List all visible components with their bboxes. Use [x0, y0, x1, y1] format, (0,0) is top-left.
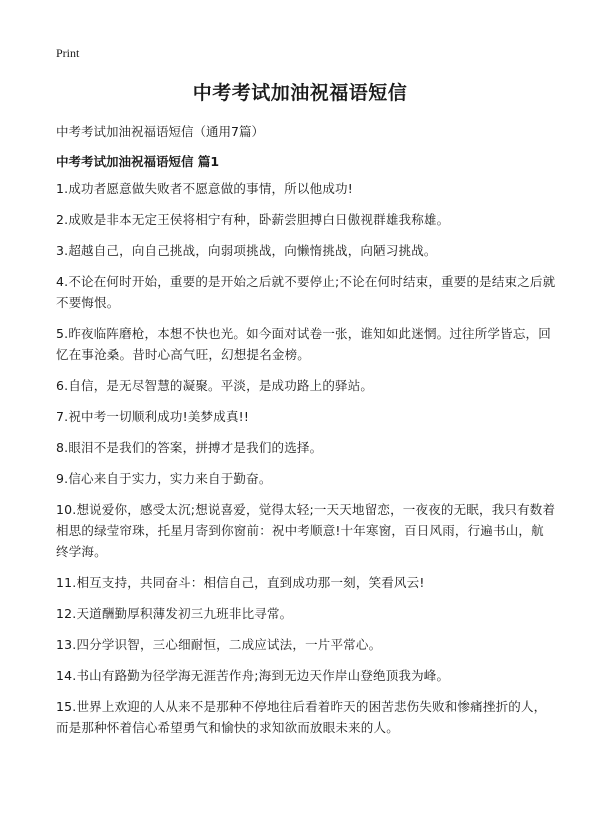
list-item: 4.不论在何时开始，重要的是开始之后就不要停止;不论在何时结束，重要的是结束之后就不要悔恨。: [56, 274, 556, 310]
list-item: 1.成功者愿意做失败者不愿意做的事情，所以他成功!: [56, 181, 353, 196]
list-item: 7.祝中考一切顺利成功!美梦成真!!: [56, 409, 250, 424]
list-item: 15.世界上欢迎的人从来不是那种不停地往后看着昨天的困苦悲伤失败和惨痛挫折的人，而是那种怀着信心希望勇气和愉快的求知欲而放眼未来的人。: [56, 699, 547, 735]
print-link[interactable]: Print: [56, 46, 80, 60]
list-item: 3.超越自己，向自己挑战，向弱项挑战，向懒惰挑战，向陋习挑战。: [56, 243, 437, 258]
document-subtitle: 中考考试加油祝福语短信（通用7篇）: [56, 124, 264, 139]
section-heading: 中考考试加油祝福语短信 篇1: [56, 154, 220, 169]
page-title: 中考考试加油祝福语短信: [192, 82, 408, 104]
list-item: 5.昨夜临阵磨枪，本想不快也光。如今面对试卷一张，谁知如此迷惘。过往所学皆忘，回忆在事沧桑。昔时心高气旺，幻想提名金榜。: [56, 326, 551, 362]
blessing-list: [56, 178, 556, 748]
list-item: 2.成败是非本无定王侯将相宁有种，卧薪尝胆搏白日傲视群雄我称雄。: [56, 212, 450, 227]
list-item: 8.眼泪不是我们的答案，拼搏才是我们的选择。: [56, 440, 323, 455]
list-item: 13.四分学识智，三心细耐恒，二成应试法，一片平常心。: [56, 637, 382, 652]
list-item: 10.想说爱你，感受太沉;想说喜爱，觉得太轻;一天天地留恋，一夜夜的无眠，我只有数着相思的绿莹帘珠，托星月寄到你窗前：祝中考顺意!十年寒窗，百日风雨，行遍书山，航终学海。: [56, 502, 556, 559]
list-item: 11.相互支持，共同奋斗：相信自己，直到成功那一刻，笑看风云!: [56, 575, 425, 590]
list-item: 6.自信，是无尽智慧的凝聚。平淡，是成功路上的驿站。: [56, 378, 374, 393]
list-item: 12.天道酬勤厚积薄发初三九班非比寻常。: [56, 606, 293, 621]
list-item: 14.书山有路勤为径学海无涯苦作舟;海到无边天作岸山登绝顶我为峰。: [56, 668, 450, 683]
list-item: 9.信心来自于实力，实力来自于勤奋。: [56, 471, 272, 486]
